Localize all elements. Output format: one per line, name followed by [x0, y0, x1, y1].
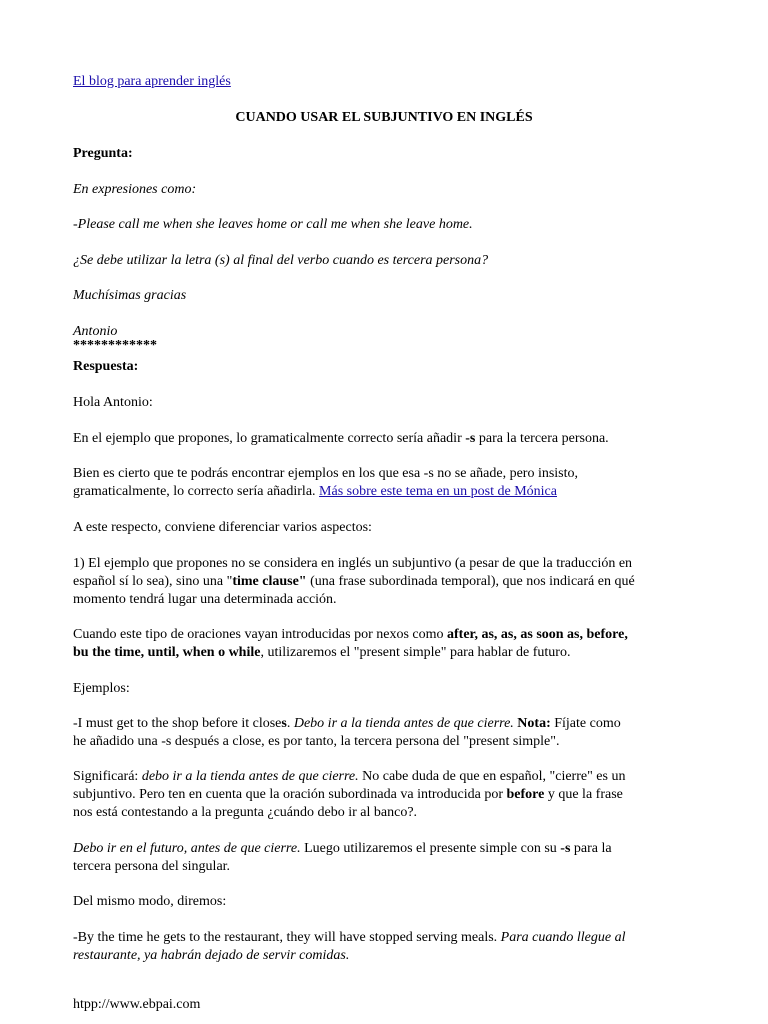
- answer-paragraph-5-line-1: Cuando este tipo de oraciones vayan introducidas por nexos como after, as, as, as soon as, before,: [73, 627, 628, 642]
- answer-paragraph-9-line-1: Debo ir en el futuro, antes de que cierre. Luego utilizaremos el presente simple con su -s para la: [73, 841, 612, 856]
- answer-paragraph-1: En el ejemplo que propones, lo gramaticalmente correcto sería añadir -s para la tercera persona.: [73, 431, 609, 446]
- answer-paragraph-7-line-1: -I must get to the shop before it closes. Debo ir a la tienda antes de que cierre. Nota: Fíjate como: [73, 716, 621, 731]
- answer-paragraph-3: A este respecto, conviene diferenciar varios aspectos:: [73, 520, 372, 535]
- answer-paragraph-4-line-1: 1) El ejemplo que propones no se considera en inglés un subjuntivo (a pesar de que la traducción en: [73, 556, 633, 571]
- answer-paragraph-5-line-2: bu the time, until, when o while, utilizaremos el "present simple" para hablar de futuro.: [73, 645, 571, 660]
- separator: ************: [73, 338, 157, 353]
- question-ask: ¿Se debe utilizar la letra (s) al final del verbo cuando es tercera persona?: [73, 253, 489, 268]
- answer-paragraph-8-line-1: Significará: debo ir a la tienda antes de que cierre. No cabe duda de que en español, "cierre" es un: [73, 769, 626, 784]
- page-title: CUANDO USAR EL SUBJUNTIVO EN INGLÉS: [235, 110, 533, 125]
- answer-paragraph-11-line-2: restaurante, ya habrán dejado de servir comidas.: [73, 948, 350, 963]
- answer-label: Respuesta:: [73, 359, 139, 374]
- answer-greeting: Hola Antonio:: [73, 395, 153, 410]
- answer-paragraph-9-line-2: tercera persona del singular.: [73, 859, 231, 874]
- blog-link[interactable]: El blog para aprender inglés: [73, 74, 231, 89]
- question-label: Pregunta:: [73, 146, 133, 161]
- answer-paragraph-2-line-2: gramaticalmente, lo correcto sería añadirla. Más sobre este tema en un post de Mónica: [73, 484, 557, 499]
- answer-paragraph-4-line-2: español sí lo sea), sino una "time clause" (una frase subordinada temporal), que nos indicará en qué: [73, 574, 635, 589]
- answer-paragraph-8-line-2: subjuntivo. Pero ten en cuenta que la oración subordinada va introducida por before y que la frase: [73, 787, 623, 802]
- footer-url: htpp://www.ebpai.com: [73, 997, 201, 1012]
- question-intro: En expresiones como:: [73, 182, 197, 197]
- answer-paragraph-7-line-2: he añadido una -s después a close, es por tanto, la tercera persona del "present simple".: [73, 734, 560, 749]
- answer-paragraph-8-line-3: nos está contestando a la pregunta ¿cuándo debo ir al banco?.: [73, 805, 418, 820]
- question-signature: Antonio: [73, 324, 118, 339]
- monica-post-link[interactable]: Más sobre este tema en un post de Mónica: [319, 484, 557, 499]
- examples-label: Ejemplos:: [73, 681, 130, 696]
- question-thanks: Muchísimas gracias: [73, 288, 187, 303]
- question-example: -Please call me when she leaves home or call me when she leave home.: [73, 217, 473, 232]
- answer-paragraph-10: Del mismo modo, diremos:: [73, 894, 227, 909]
- answer-paragraph-2-line-1: Bien es cierto que te podrás encontrar ejemplos en los que esa -s no se añade, pero insisto,: [73, 466, 579, 481]
- answer-paragraph-4-line-3: momento tendrá lugar una determinada acción.: [73, 592, 337, 607]
- blog-link-line: [73, 73, 710, 91]
- answer-paragraph-11-line-1: -By the time he gets to the restaurant, they will have stopped serving meals. Para cuando llegue al: [73, 930, 626, 945]
